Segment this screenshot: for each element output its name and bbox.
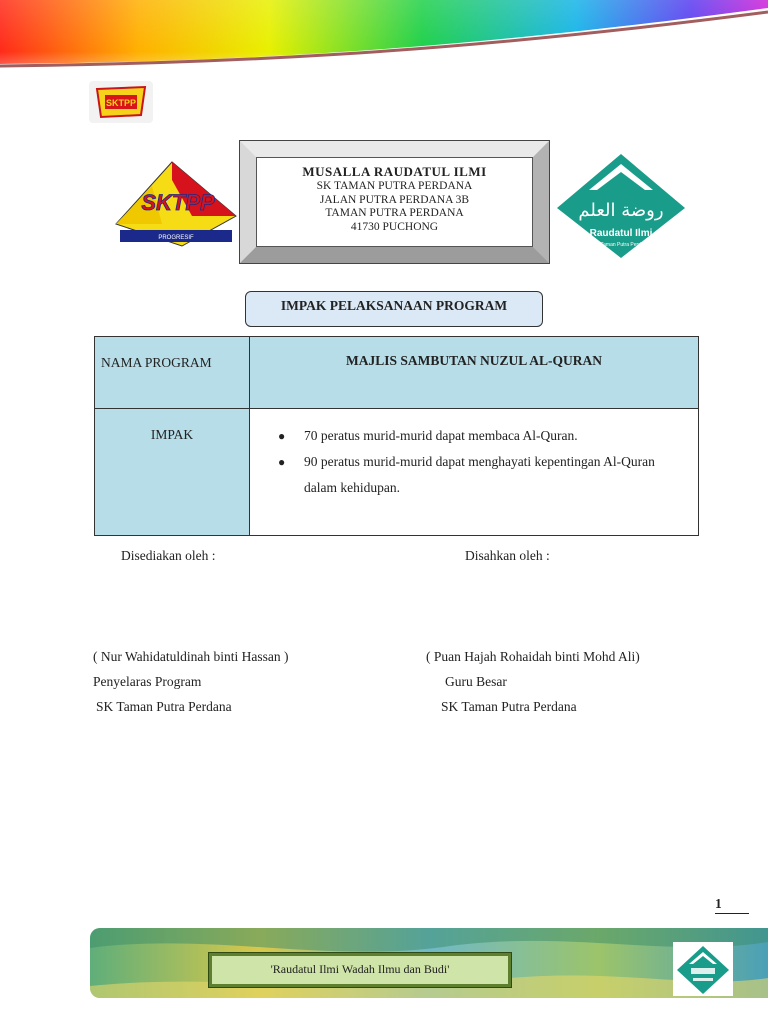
- table-row: [95, 409, 699, 536]
- address-frame: [239, 140, 550, 264]
- prepared-by-block: [93, 644, 289, 719]
- raudatul-sub-text: SK Taman Putra Perdana: [592, 242, 650, 248]
- section-title: IMPAK PELAKSANAAN PROGRAM: [245, 291, 543, 327]
- sktpp-logo: [112, 160, 240, 248]
- address-line: JALAN PUTRA PERDANA 3B: [319, 193, 470, 206]
- footer-logo: [673, 942, 733, 996]
- impact-value-cell: [250, 409, 699, 536]
- prepared-name: ( Nur Wahidatuldinah binti Hassan ): [93, 649, 289, 664]
- program-label-cell: NAMA PROGRAM: [95, 337, 250, 409]
- prepared-role: Penyelaras Program: [93, 674, 202, 689]
- impact-label-cell: IMPAK: [95, 409, 250, 536]
- impact-list: [278, 423, 688, 501]
- impact-item: ● 70 peratus murid-murid dapat membaca Al-Quran.: [278, 423, 688, 449]
- approved-by-block: [426, 644, 640, 719]
- raudatul-ilmi-logo: [553, 150, 689, 260]
- table-row: [95, 337, 699, 409]
- approved-by-label: Disahkan oleh :: [465, 548, 550, 563]
- page-number: 1: [715, 896, 722, 911]
- address-line: 41730 PUCHONG: [350, 220, 439, 233]
- address-block: [256, 157, 533, 247]
- program-table: [94, 336, 699, 536]
- approved-role: Guru Besar: [445, 674, 507, 689]
- program-value-cell: MAJLIS SAMBUTAN NUZUL AL-QURAN: [250, 337, 699, 409]
- raudatul-latin-text: Raudatul Ilmi: [589, 228, 653, 239]
- prepared-by-label: Disediakan oleh :: [121, 548, 216, 563]
- approved-name: ( Puan Hajah Rohaidah binti Mohd Ali): [426, 649, 640, 664]
- sktpp-logo-text: SKTPP: [141, 190, 215, 215]
- school-name: MUSALLA RAUDATUL ILMI: [302, 164, 487, 179]
- motto-box: 'Raudatul Ilmi Wadah Ilmu dan Budi': [209, 953, 511, 987]
- address-line: TAMAN PUTRA PERDANA: [325, 207, 464, 219]
- raudatul-arabic-text: روضة العلم: [578, 200, 664, 221]
- svg-text:SKTPP: SKTPP: [105, 98, 137, 108]
- address-line: SK TAMAN PUTRA PERDANA: [316, 180, 473, 192]
- small-school-logo: [89, 81, 153, 123]
- approved-school: SK Taman Putra Perdana: [441, 699, 577, 714]
- impact-item: ● 90 peratus murid-murid dapat menghayati kepentingan Al-Quran dalam kehidupan.: [278, 449, 688, 501]
- svg-text:PROGRESIF: PROGRESIF: [158, 235, 194, 241]
- header-rainbow-band: [0, 0, 768, 86]
- prepared-school: SK Taman Putra Perdana: [96, 699, 232, 714]
- page-number-underline: [715, 913, 749, 914]
